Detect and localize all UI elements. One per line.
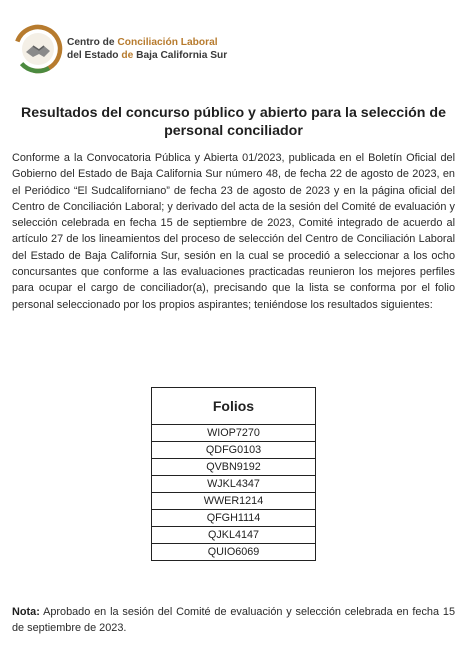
table-row [152, 442, 316, 459]
header [13, 20, 227, 78]
table-row [152, 425, 316, 442]
table-row [152, 476, 316, 493]
folio-cell: WJKL4347 [152, 476, 316, 493]
folios-header: Folios [152, 388, 316, 425]
document-title: Resultados del concurso público y abierto para la selección de personal conciliador [21, 105, 446, 139]
body-paragraph: Conforme a la Convocatoria Pública y Abierta 01/2023, publicada en el Boletín Oficial del Gobierno del Estado de Baja California Sur número 48, de fecha 22 de agosto de 2023, en el Periódico “El Sudcaliforniano” de fecha 23 de agosto de 2023 y en la página oficial del Centro de Conciliación Laboral; y derivado del acta de la sesión del Comité de evaluación y selección celebrada en fecha 15 de septiembre de 2023, Comité integrado de acuerdo al artículo 27 de los lineamientos del proceso de selección del Centro de Conciliación Laboral del Estado de Baja California Sur, sesión en la cual se procedió a seleccionar a los ocho concursantes que conforme a las evaluaciones practicadas reunieron los mejores perfiles para ocupar el cargo de conciliador(a), precisando que la lista se conforma por el folio personal seleccionado por los propios aspirantes; teniéndose los resultados siguientes: [12, 152, 455, 311]
folio-cell: QFGH1114 [152, 510, 316, 527]
note-label: Nota: [12, 606, 40, 618]
note-text: Aprobado en la sesión del Comité de evaluación y selección celebrada en fecha 15 de septiembre de 2023. [12, 606, 455, 635]
folio-cell: QUIO6069 [152, 544, 316, 561]
folio-cell: QVBN9192 [152, 459, 316, 476]
table-row [152, 459, 316, 476]
folio-cell: WWER1214 [152, 493, 316, 510]
note-paragraph [12, 604, 455, 637]
table-row [152, 544, 316, 561]
handshake-logo-icon [13, 24, 63, 74]
org-line-1: Centro de Conciliación Laboral [67, 37, 218, 48]
table-row [152, 493, 316, 510]
folio-cell: WIOP7270 [152, 425, 316, 442]
table-row [152, 510, 316, 527]
table-row [152, 527, 316, 544]
org-line-2: del Estado de Baja California Sur [67, 50, 228, 61]
folio-cell: QDFG0103 [152, 442, 316, 459]
folio-cell: QJKL4147 [152, 527, 316, 544]
folios-table [151, 387, 316, 561]
org-name [67, 36, 227, 62]
